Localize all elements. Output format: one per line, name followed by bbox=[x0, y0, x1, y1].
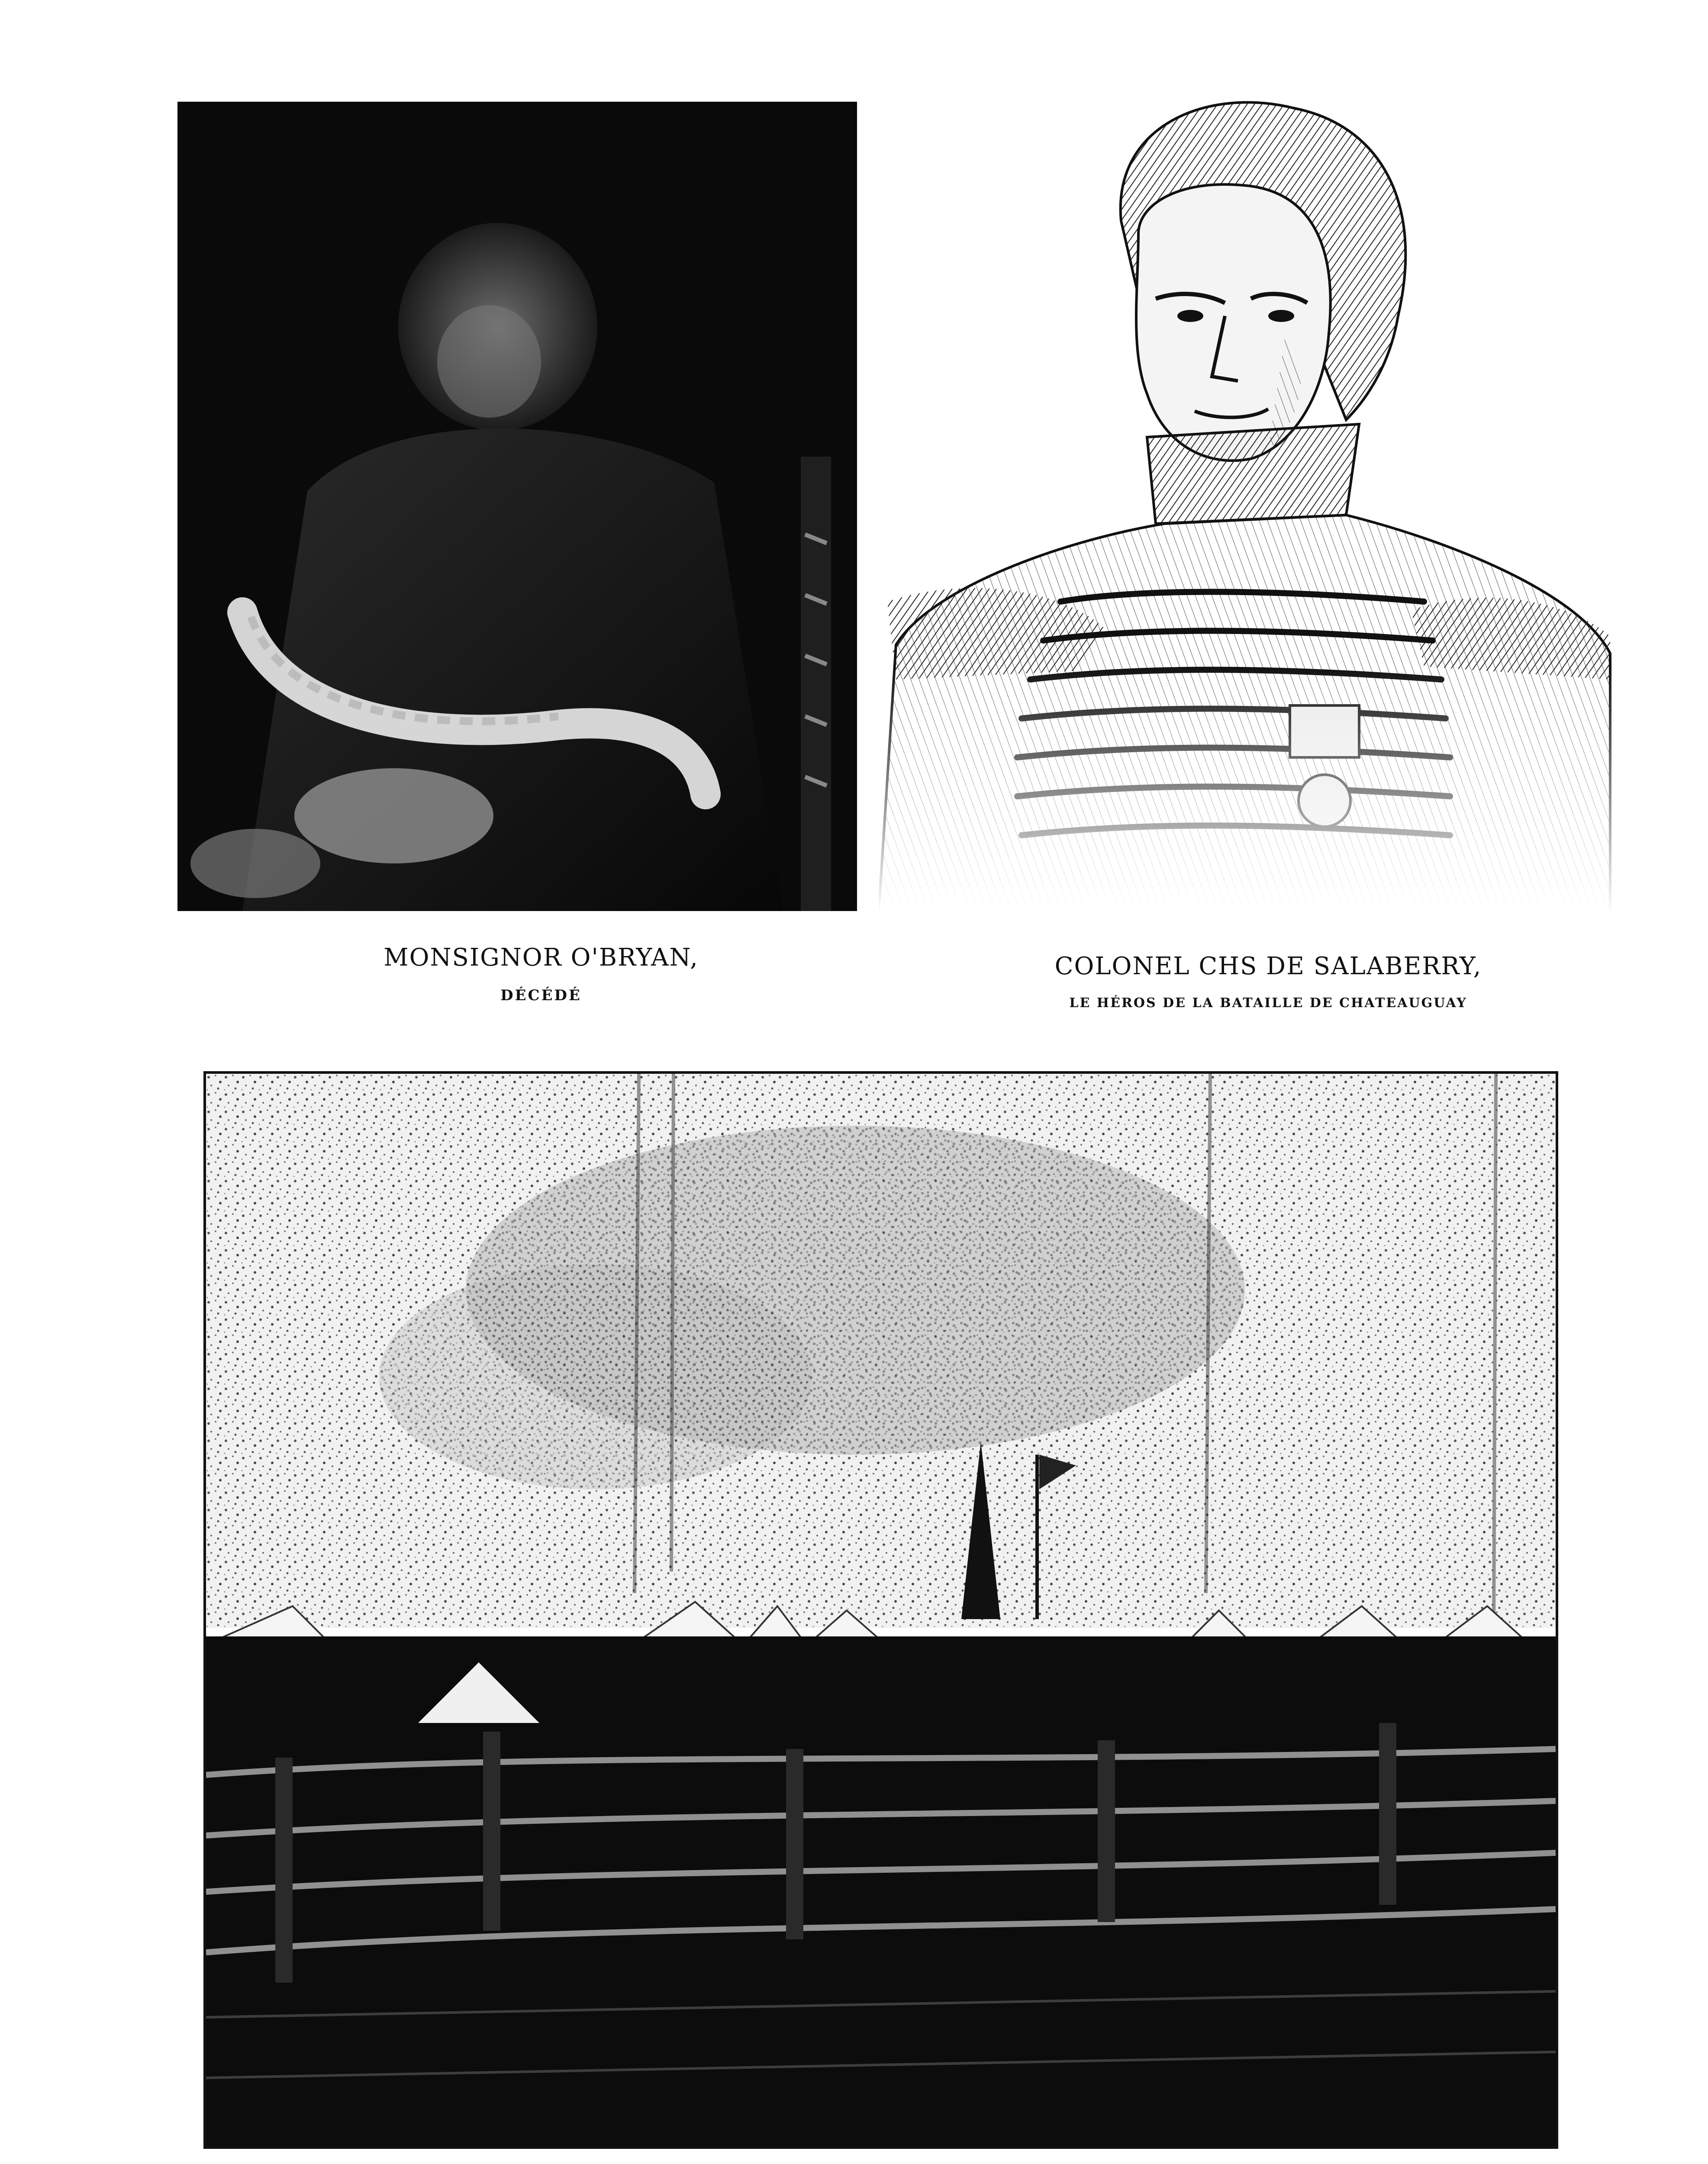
monument-photo-image bbox=[206, 1074, 1556, 2146]
monument-photo bbox=[203, 1071, 1558, 2149]
salaberry-caption-name: COLONEL CHS DE SALABERRY, bbox=[1054, 952, 1482, 980]
obryan-caption-note: DÉCÉDÉ bbox=[500, 987, 582, 1004]
salaberry-caption-note: LE HÉROS DE LA BATAILLE DE CHATEAUGUAY bbox=[1069, 995, 1467, 1011]
obryan-caption-name: MONSIGNOR O'BRYAN, bbox=[383, 944, 699, 972]
obryan-portrait-image bbox=[177, 102, 857, 911]
obryan-portrait-photo bbox=[177, 102, 857, 911]
salaberry-portrait-engraving bbox=[879, 91, 1615, 913]
salaberry-portrait-image bbox=[879, 91, 1615, 913]
